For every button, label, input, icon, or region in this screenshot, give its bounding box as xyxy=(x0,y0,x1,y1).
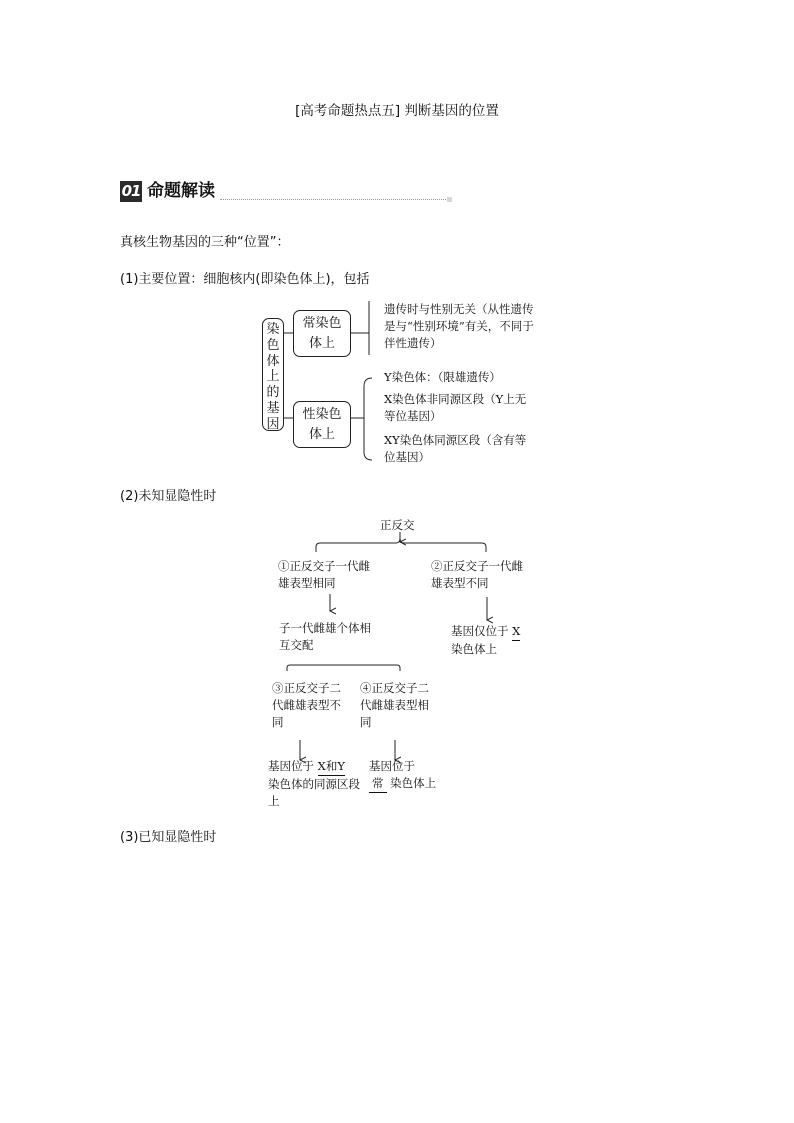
autosome-description: 遗传时与性别无关（从性遗传是与“性别环境”有关，不同于伴性遗传） xyxy=(384,302,534,350)
result-xy-answer: X和Y xyxy=(318,758,345,776)
root-node-box xyxy=(262,318,284,431)
item-2-heading: (2)未知显隐性时 xyxy=(120,489,217,504)
page-title: [高考命题热点五] 判断基因的位置 xyxy=(295,103,499,119)
result-autosome-answer: 常 xyxy=(369,775,387,793)
intro-text: 真核生物基因的三种“位置”： xyxy=(120,235,290,250)
sex-chromosome-label: 性染色体上 xyxy=(302,407,342,442)
result-xy-prefix: 基因位于 xyxy=(268,759,314,773)
top-node-reciprocal-cross: 正反交 xyxy=(380,518,415,532)
item-3-heading: (3)已知显隐性时 xyxy=(120,830,217,845)
result-autosome-prefix: 基因位于 xyxy=(369,759,415,773)
autosome-box xyxy=(293,310,351,357)
result-x-only xyxy=(451,623,526,658)
result-x-only-suffix: 染色体上 xyxy=(451,642,497,656)
result-autosome-suffix: 染色体上 xyxy=(390,776,437,790)
result-x-only-answer: X xyxy=(512,623,520,641)
result-autosome xyxy=(369,758,449,793)
section-number-badge: 01 xyxy=(121,182,141,200)
item-1-heading: (1)主要位置：细胞核内(即染色体上)，包括 xyxy=(120,272,370,287)
case-3-f2-different: ③正反交子二代雌雄表型不同 xyxy=(272,681,341,729)
sex-item-y: Y染色体：（限雄遗传） xyxy=(384,370,501,384)
step-f1-intercross: 子一代雌雄个体相互交配 xyxy=(279,621,371,652)
result-x-only-prefix: 基因仅位于 xyxy=(451,624,509,638)
sex-item-xy-homologous: XY染色体同源区段（含有等位基因） xyxy=(384,433,527,464)
section-title: 命题解读 xyxy=(147,181,215,201)
case-2-f1-different: ②正反交子一代雌雄表型不同 xyxy=(431,559,523,590)
result-xy-suffix: 染色体的同源区段上 xyxy=(268,777,360,808)
sex-item-x-nonhomologous: X染色体非同源区段（Y上无等位基因） xyxy=(384,392,527,423)
result-xy-homologous xyxy=(268,758,368,810)
sex-chromosome-box xyxy=(293,401,351,448)
autosome-label: 常染色体上 xyxy=(302,316,342,351)
case-1-f1-same: ①正反交子一代雌雄表型相同 xyxy=(278,559,370,590)
root-node-label: 染色体上的基因 xyxy=(266,322,280,432)
case-4-f2-same: ④正反交子二代雌雄表型相同 xyxy=(360,681,429,729)
